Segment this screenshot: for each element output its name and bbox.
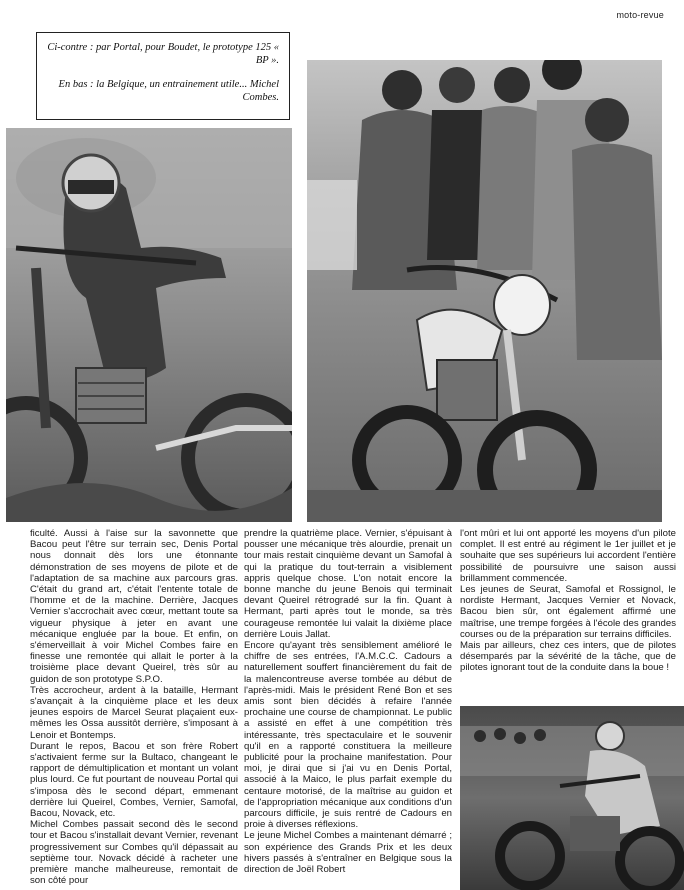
crowd-bike-image [307,60,662,522]
rider-muddy-photo [6,128,292,522]
paragraph: Encore qu'ayant très sensiblement amélioré le chiffre de ses entrées, l'A.M.C.C. Cadours a naturellement souffert financièrement du fait de la malencontreuse averse tombée au début de l'après-midi. Mais le président René Bon et ses amis sont bien décidés à refaire l'année prochaine une course de championnat. Le public a assisté en effet à une compétition très intéressante, très spectaculaire et le souvenir qu'il en a rapporté constituera la meilleure publicité pour la prochaine manifestation. Pour moi, je dirai que si j'ai vu en Denis Portal, associé à la Maico, le plus parfait exemple du centaure motorisé, de la maîtrise au guidon et de l'appropriation mécanique aux conditions d'un parcours difficile, je suis rentré de Cadours en proie à diverses réflexions. [244,640,452,831]
paragraph: Le jeune Michel Combes a maintenant démarré ; son expérience des Grands Prix et les deux hivers passés à s'entraîner en Belgique sous la direction de Joël Robert [244,830,452,876]
paragraph: prendre la quatrième place. Vernier, s'épuisant à pousser une mécanique très alourdie, prenait un tour mais restait cinquième devant un Samofal à qui la pratique du tout-terrain a visiblement appris quelque chose. L'on notait encore la bonne manche du jeune Benois qui terminait devant Queirel rétrogradé sur la fin. Quant à Hermant, parti après tout le monde, sa très courageuse remontée lui valait la dixième place derrière Louis Jallat. [244,528,452,640]
paragraph: Très accrocheur, ardent à la bataille, Hermant s'avançait à la cinquième place et les deux jeunes espoirs de Marcel Seurat plaçaient eux-mêmes les Ossa aussitôt derrière, s'imposant à Lenoir et Bontemps. [30,684,238,741]
caption-line-1: Ci-contre : par Portal, pour Boudet, le prototype 125 « BP ». [47,42,279,66]
section-label: moto-revue [616,10,664,20]
paragraph: Michel Combes passait second dès le second tour et Bacou s'installait devant Vernier, revenant progressivement sur Combes qu'il dépassait au septième tour. Novack décidé à racheter une première manche malheureuse, remontait de son côté pour [30,819,238,886]
paragraph: Durant le repos, Bacou et son frère Robert s'activaient ferme sur la Bultaco, changeant le rapport de démultiplication et montant un volant plus lourd. Ce fut pourtant de nouveau Portal qui s'imposa dès le second départ, emmenant derrière lui Queirel, Combes, Vernier, Samofal, Bacou, Novack, etc. [30,740,238,820]
training-rider-image [460,706,684,890]
paragraph: Les jeunes de Seurat, Samofal et Rossignol, le nordiste Hermant, Jacques Vernier et Novack, Bacou bien sûr, ont également affirmé une maîtrise, une trempe forgées à l'école des grandes courses ou de la préparation sur terrains difficiles. [460,584,676,640]
paragraph: Mais par ailleurs, chez ces inters, que de pilotes désemparés par la sévérité de la tâche, que de pilotes ignorant tout de la conduite dans la boue ! [460,640,676,674]
paragraph: l'ont mûri et lui ont apporté les moyens d'un pilote complet. Il est entré au régiment le 1er juillet et je souhaite que ses supérieurs lui accordent l'entière possibilité de poursuivre une saison aussi brillamment commencée. [460,528,676,584]
rider-muddy-image [6,128,292,522]
paragraph: ficulté. Aussi à l'aise sur la savonnette que Bacou peut l'être sur terrain sec, Denis Portal nous donnait dès lors une étonnante démonstration de ses moyens de pilote et de l'adaptation de sa machine aux parcours gras. C'était du grand art, c'était l'entente totale de l'homme et de la machine. Derrière, Jacques Vernier s'accrochait avec cœur, mettant toute sa vigueur physique à jeter en avant une mécanique engluée par la boue. Et enfin, on s'émerveillait à voir Michel Combes faire en finesse une remontée qui allait le porter à la troisième place devant Queirel, très sûr au guidon de son prototype S.P.O. [30,528,238,685]
article-column-2 [244,528,452,886]
article-column-1 [30,528,238,886]
crowd-bike-photo [307,60,662,522]
photo-caption-box [36,32,290,120]
caption-line-2: En bas : la Belgique, un entrainement utile... Michel Combes. [58,79,279,103]
training-rider-photo [460,706,684,890]
article-column-3 [460,528,676,700]
